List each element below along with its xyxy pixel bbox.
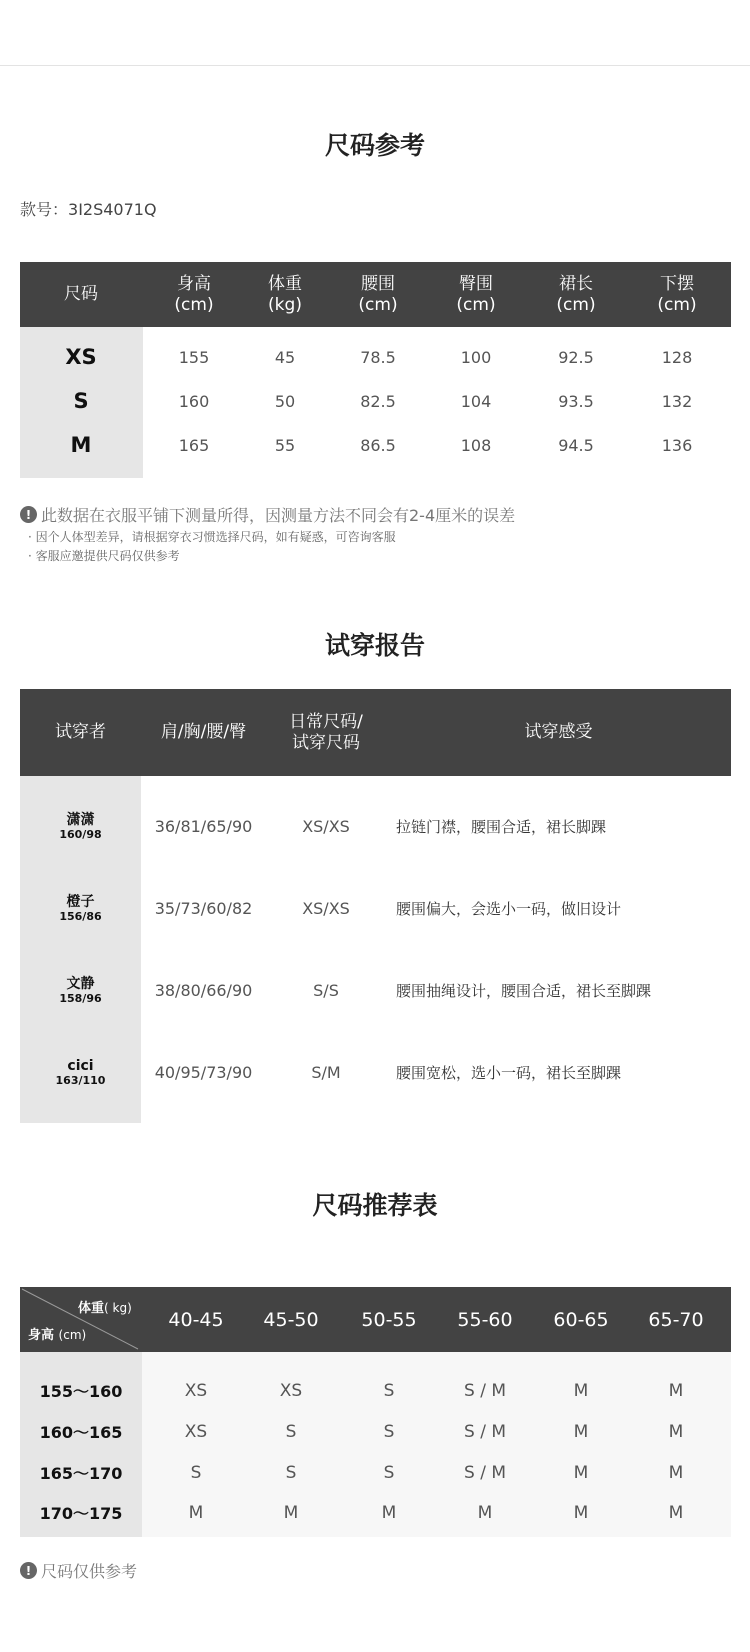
recommended-size-cell: M xyxy=(573,1463,589,1483)
tester-size: S/M xyxy=(311,1062,341,1082)
height-range-label: 165～170 xyxy=(39,1463,123,1483)
recommended-size-cell: M xyxy=(573,1422,589,1442)
recommended-size-cell: M xyxy=(573,1503,589,1523)
trial-report-title: 试穿报告 xyxy=(324,631,425,660)
recommended-size-cell: M xyxy=(668,1503,684,1523)
header-label: 体重 xyxy=(268,273,302,294)
trial-header-cell: 试穿感受 xyxy=(524,722,593,742)
tester-name-cell xyxy=(20,801,141,851)
header-unit: (cm) xyxy=(456,294,496,315)
sub-note: · 因个人体型差异，请根据穿衣习惯选择尺码，如有疑惑，可咨询客服 xyxy=(28,530,396,544)
header-unit: (cm) xyxy=(358,294,398,315)
sub-note: · 客服应邀提供尺码仅供参考 xyxy=(28,549,180,563)
size-value-cell: 136 xyxy=(661,435,693,455)
tester-name: 潇潇 xyxy=(66,811,95,828)
recommended-size-cell: M xyxy=(668,1381,684,1401)
tester-feedback: 腰围抽绳设计，腰围合适，裙长至脚踝 xyxy=(396,981,652,1000)
recommended-size-cell: S / M xyxy=(464,1463,506,1483)
tester-height-weight: 158/96 xyxy=(59,991,102,1005)
header-unit: (cm) xyxy=(657,294,697,315)
trial-header-cell: 试穿者 xyxy=(55,722,106,742)
recommended-size-cell: S xyxy=(383,1381,395,1401)
size-header-cell xyxy=(20,262,142,327)
size-value-cell: 155 xyxy=(178,347,210,367)
trial-header-cell xyxy=(266,689,386,776)
weight-label: 体重 xyxy=(78,1301,105,1316)
header-unit: (kg) xyxy=(268,294,302,315)
measurement-note-text: 此数据在衣服平铺下测量所得，因测量方法不同会有2-4厘米的误差 xyxy=(41,506,516,525)
recommended-size-cell: M xyxy=(188,1503,204,1523)
recommended-size-cell: S xyxy=(285,1422,297,1442)
weight-range-header: 65-70 xyxy=(648,1308,704,1331)
tester-height-weight: 160/98 xyxy=(59,827,102,841)
recommend-table xyxy=(20,1287,731,1537)
size-value-cell: 82.5 xyxy=(360,391,396,411)
weight-range-header: 45-50 xyxy=(263,1308,319,1331)
size-value-cell: 93.5 xyxy=(558,391,594,411)
tester-height-weight: 163/110 xyxy=(55,1073,106,1087)
weight-range-header: 40-45 xyxy=(168,1308,224,1331)
header-unit: (cm) xyxy=(174,294,214,315)
tester-size: XS/XS xyxy=(302,898,350,918)
recommended-size-cell: S xyxy=(383,1422,395,1442)
recommended-size-cell: XS xyxy=(279,1381,303,1401)
style-number xyxy=(20,197,157,220)
size-value-cell: 50 xyxy=(274,391,296,411)
weight-range-header: 55-60 xyxy=(457,1308,513,1331)
size-value-cell: 94.5 xyxy=(558,435,594,455)
top-divider xyxy=(0,65,750,66)
header-unit: (cm) xyxy=(556,294,596,315)
style-number-label: 款号： xyxy=(20,200,69,219)
header-label: 臀围 xyxy=(459,273,493,294)
tester-height-weight: 156/86 xyxy=(59,909,102,923)
tester-feedback: 腰围偏大，会选小一码，做旧设计 xyxy=(396,899,622,918)
trial-header-cell: 肩/胸/腰/臀 xyxy=(160,722,247,742)
style-number-value: 3I2S4071Q xyxy=(68,200,157,219)
recommended-size-cell: M xyxy=(283,1503,299,1523)
header-label: 下摆 xyxy=(660,273,694,294)
size-header-cell xyxy=(149,262,239,327)
size-value-cell: 128 xyxy=(661,347,693,367)
size-value-cell: 104 xyxy=(460,391,492,411)
recommended-size-cell: S / M xyxy=(464,1381,506,1401)
recommended-size-cell: M xyxy=(668,1463,684,1483)
recommended-size-cell: S xyxy=(190,1463,202,1483)
tester-name: cici xyxy=(67,1057,94,1074)
tester-size: S/S xyxy=(313,980,339,1000)
weight-unit: ( kg) xyxy=(104,1301,132,1315)
size-label: M xyxy=(70,433,92,457)
tester-name: 橙子 xyxy=(66,893,95,910)
weight-range-header: 60-65 xyxy=(553,1308,609,1331)
recommended-size-cell: M xyxy=(381,1503,397,1523)
size-recommend-title: 尺码推荐表 xyxy=(312,1191,438,1220)
header-label: 试穿尺码 xyxy=(292,732,360,753)
header-label: 日常尺码/ xyxy=(289,711,363,732)
measurement-note xyxy=(20,503,515,526)
height-range-label: 170～175 xyxy=(39,1503,123,1523)
size-value-cell: 78.5 xyxy=(360,347,396,367)
size-value-cell: 100 xyxy=(460,347,492,367)
size-ref-title: 尺码参考 xyxy=(324,131,425,160)
size-value-cell: 160 xyxy=(178,391,210,411)
height-unit: (cm) xyxy=(58,1328,87,1342)
weight-header xyxy=(78,1297,132,1316)
height-header xyxy=(28,1324,86,1343)
weight-range-header: 50-55 xyxy=(361,1308,417,1331)
warning-icon: ! xyxy=(20,1562,37,1579)
recommended-size-cell: M xyxy=(668,1422,684,1442)
size-value-cell: 92.5 xyxy=(558,347,594,367)
tester-measurements: 35/73/60/82 xyxy=(154,898,253,918)
size-value-cell: 165 xyxy=(178,435,210,455)
size-value-cell: 45 xyxy=(274,347,296,367)
warning-icon: ! xyxy=(20,506,37,523)
tester-measurements: 40/95/73/90 xyxy=(154,1062,253,1082)
recommended-size-cell: S xyxy=(383,1463,395,1483)
height-label: 身高 xyxy=(28,1328,55,1343)
tester-feedback: 腰围宽松，选小一码，裙长至脚踝 xyxy=(396,1063,622,1082)
size-label: S xyxy=(73,389,89,413)
trial-table xyxy=(20,689,731,1123)
tester-measurements: 36/81/65/90 xyxy=(154,816,253,836)
recommended-size-cell: M xyxy=(573,1381,589,1401)
header-label: 裙长 xyxy=(559,273,593,294)
size-label: XS xyxy=(65,345,97,369)
size-header-cell xyxy=(328,262,428,327)
height-range-label: 160～165 xyxy=(39,1422,123,1442)
recommended-size-cell: M xyxy=(477,1503,493,1523)
recommended-size-cell: S / M xyxy=(464,1422,506,1442)
footer-note-text: 尺码仅供参考 xyxy=(41,1562,138,1581)
height-range-label: 155～160 xyxy=(39,1381,123,1401)
size-header-cell xyxy=(426,262,526,327)
recommended-size-cell: XS xyxy=(184,1422,208,1442)
size-header-cell xyxy=(240,262,330,327)
tester-name-cell xyxy=(20,965,141,1015)
tester-name: 文静 xyxy=(66,975,95,992)
tester-name-cell xyxy=(20,1047,141,1097)
header-label: 尺码 xyxy=(64,284,98,304)
header-label: 身高 xyxy=(177,273,211,294)
recommended-size-cell: S xyxy=(285,1463,297,1483)
tester-measurements: 38/80/66/90 xyxy=(154,980,253,1000)
size-value-cell: 132 xyxy=(661,391,693,411)
tester-size: XS/XS xyxy=(302,816,350,836)
tester-feedback: 拉链门襟，腰围合适，裙长脚踝 xyxy=(396,817,607,836)
footer-note xyxy=(20,1559,137,1582)
size-value-cell: 55 xyxy=(274,435,296,455)
size-value-cell: 108 xyxy=(460,435,492,455)
tester-name-cell xyxy=(20,883,141,933)
header-label: 腰围 xyxy=(361,273,395,294)
recommended-size-cell: XS xyxy=(184,1381,208,1401)
size-header-cell xyxy=(627,262,727,327)
size-table xyxy=(20,262,731,478)
size-value-cell: 86.5 xyxy=(360,435,396,455)
size-header-cell xyxy=(526,262,626,327)
